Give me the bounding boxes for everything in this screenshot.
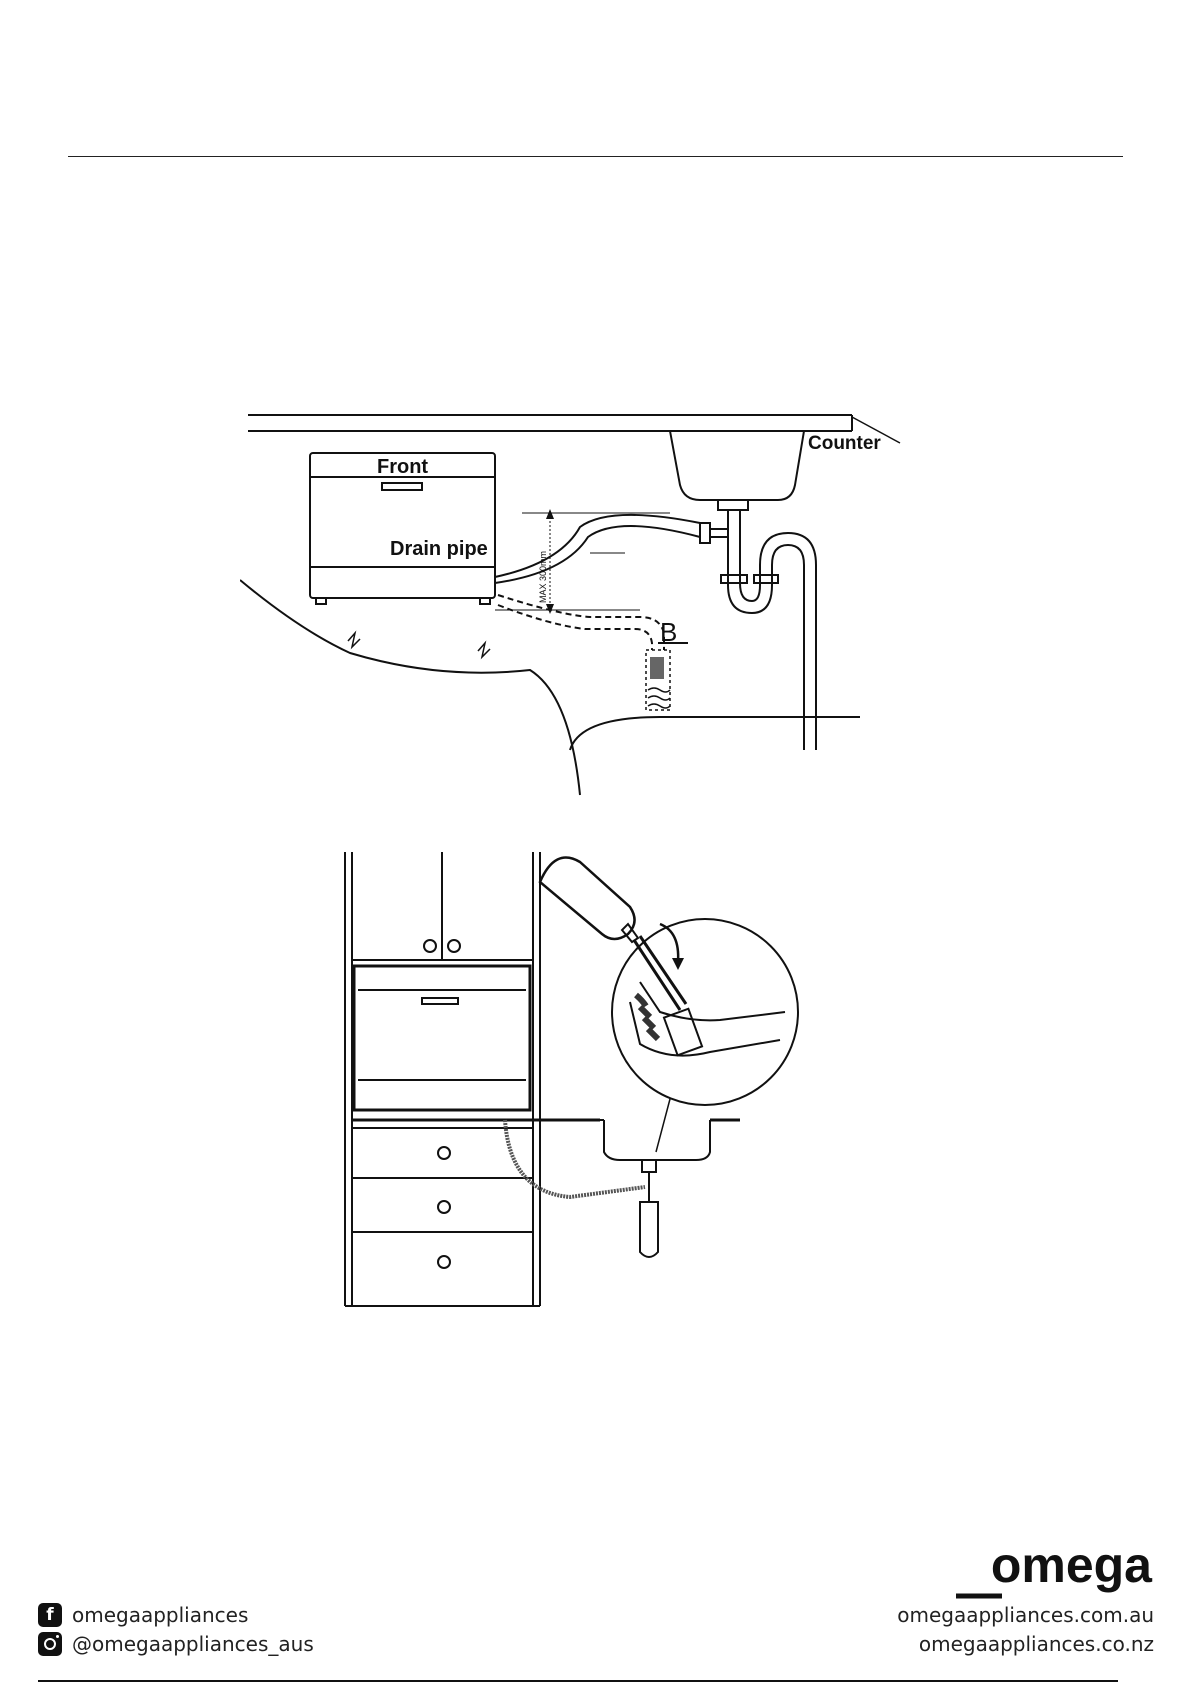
website-au-link[interactable]: omegaappliances.com.au xyxy=(897,1603,1154,1627)
facebook-icon: f xyxy=(38,1603,62,1627)
footer-rule xyxy=(38,1680,1118,1682)
max-height-label: MAX 300mm xyxy=(538,550,548,603)
door-knob-right xyxy=(448,940,460,952)
facebook-handle: omegaappliances xyxy=(72,1603,249,1627)
drawer-knob-3 xyxy=(438,1256,450,1268)
drawer-knob-1 xyxy=(438,1147,450,1159)
sink-basin xyxy=(604,1120,710,1160)
facebook-link[interactable] xyxy=(38,1603,248,1627)
omega-logo xyxy=(954,1538,1154,1600)
counter-label: Counter xyxy=(808,433,881,454)
drain-pipe-upper xyxy=(495,515,700,577)
instagram-handle: @omegaappliances_aus xyxy=(72,1632,314,1656)
dishwasher-in-cabinet xyxy=(354,966,530,1110)
website-nz-link[interactable]: omegaappliances.co.nz xyxy=(918,1632,1154,1656)
instagram-icon xyxy=(38,1632,62,1656)
rotation-arrow xyxy=(672,958,684,970)
brand-wordmark: omega xyxy=(990,1538,1152,1593)
header-rule xyxy=(68,156,1123,157)
hose-clamp xyxy=(664,1009,702,1055)
cabinet-cutaway xyxy=(240,580,580,795)
drain-pipe-diagram xyxy=(240,405,960,800)
sink-bowl xyxy=(670,431,804,500)
drain-pipe-alt-lower xyxy=(498,605,652,650)
front-label: Front xyxy=(377,456,429,478)
screwdriver-handle xyxy=(540,858,635,940)
point-b-label: B xyxy=(660,617,678,647)
drain-hose xyxy=(505,1120,645,1197)
door-knob-left xyxy=(424,940,436,952)
drain-pipe-alt-upper xyxy=(498,595,664,650)
drawer-knob-2 xyxy=(438,1201,450,1213)
drain-pipe-label: Drain pipe xyxy=(390,538,488,560)
instagram-link[interactable] xyxy=(38,1632,314,1656)
cabinet-installation-diagram xyxy=(340,852,940,1308)
sink-trap xyxy=(640,1202,658,1257)
drain-pipe-lower xyxy=(495,526,700,583)
